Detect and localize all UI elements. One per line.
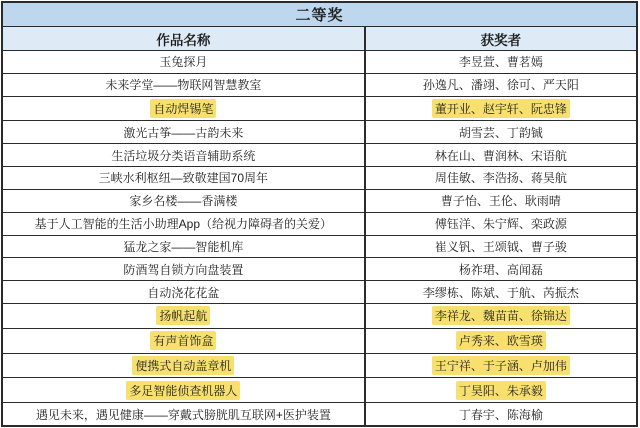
winners-cell xyxy=(366,167,636,189)
winners-cell xyxy=(366,144,636,166)
table-title xyxy=(3,3,636,27)
table-row xyxy=(3,236,636,259)
winners-text: 傅钰洋、朱宁辉、栾政源 xyxy=(434,217,567,232)
winners-cell xyxy=(366,74,636,96)
winners-cell xyxy=(366,329,636,353)
work-name-cell xyxy=(3,258,366,280)
work-name-text: 多足智能侦查机器人 xyxy=(126,381,240,400)
winners-cell xyxy=(366,121,636,143)
work-name-text: 猛龙之家——智能机库 xyxy=(123,239,244,254)
table-title-text: 二等奖 xyxy=(295,7,344,24)
work-name-cell xyxy=(3,74,366,96)
winners-text: 王宁祥、于子涵、卢加伟 xyxy=(432,356,570,375)
winners-text: 杨祚珺、高闻磊 xyxy=(458,262,543,277)
table-row xyxy=(3,329,636,354)
winners-cell xyxy=(366,304,636,328)
table-row xyxy=(3,354,636,379)
work-name-cell xyxy=(3,403,366,425)
table-row xyxy=(3,190,636,213)
work-name-cell xyxy=(3,281,366,303)
work-name-text: 防酒驾自锁方向盘装置 xyxy=(123,262,244,277)
work-name-cell xyxy=(3,378,366,402)
table-row xyxy=(3,167,636,190)
work-name-cell xyxy=(3,167,366,189)
work-name-text: 未来学堂——物联网智慧教室 xyxy=(105,78,262,93)
winners-text: 胡雪芸、丁韵铖 xyxy=(458,125,543,140)
winners-text: 李昱萱、曹茗嫣 xyxy=(458,55,543,70)
table-row xyxy=(3,213,636,236)
table-row xyxy=(3,403,636,425)
work-name-text: 激光古筝——古韵未来 xyxy=(123,125,244,140)
table-row xyxy=(3,51,636,74)
winners-cell xyxy=(366,378,636,402)
table-row xyxy=(3,144,636,167)
column-header-winners-text: 获奖者 xyxy=(480,32,522,48)
work-name-cell xyxy=(3,304,366,328)
work-name-text: 扬帆起航 xyxy=(156,306,210,325)
winners-text: 卢秀来、欧雪瑛 xyxy=(456,331,546,350)
table-header xyxy=(3,27,636,51)
work-name-cell xyxy=(3,354,366,378)
winners-text: 曹子怡、王伦、耿雨晴 xyxy=(440,194,561,209)
table-row xyxy=(3,281,636,304)
table-row xyxy=(3,304,636,329)
winners-cell xyxy=(366,97,636,121)
work-name-text: 自动焊锡笔 xyxy=(150,99,216,118)
work-name-text: 基于人工智能的生活小助理App（给视力障碍者的关爱） xyxy=(34,217,333,232)
winners-cell xyxy=(366,236,636,258)
work-name-cell xyxy=(3,236,366,258)
winners-text: 李祥龙、魏苗苗、徐锦达 xyxy=(432,306,570,325)
work-name-text: 家乡名楼——香满楼 xyxy=(129,194,238,209)
table-row xyxy=(3,378,636,403)
winners-text: 李缪栋、陈斌、于航、芮振杰 xyxy=(422,285,579,300)
work-name-cell xyxy=(3,329,366,353)
column-header-winners xyxy=(366,27,636,50)
work-name-text: 遇见未来，遇见健康——穿戴式膀胱肌互联网+医护装置 xyxy=(35,407,331,422)
winners-text: 周佳敏、李浩扬、蒋昊航 xyxy=(434,171,567,186)
work-name-cell xyxy=(3,51,366,73)
table-row xyxy=(3,121,636,144)
table-body xyxy=(3,51,636,425)
work-name-cell xyxy=(3,144,366,166)
work-name-cell xyxy=(3,121,366,143)
work-name-cell xyxy=(3,190,366,212)
work-name-text: 有声首饰盒 xyxy=(150,331,216,350)
winners-cell xyxy=(366,51,636,73)
awards-table xyxy=(1,1,638,427)
winners-cell xyxy=(366,403,636,425)
winners-cell xyxy=(366,190,636,212)
table-row xyxy=(3,258,636,281)
winners-text: 崔义钒、王颂钺、曹子骏 xyxy=(434,239,567,254)
column-header-work-text: 作品名称 xyxy=(156,32,211,48)
work-name-cell xyxy=(3,97,366,121)
winners-cell xyxy=(366,281,636,303)
work-name-text: 便携式自动盖章机 xyxy=(132,356,234,375)
column-header-work xyxy=(3,27,366,50)
work-name-text: 玉兔探月 xyxy=(159,55,208,70)
winners-text: 丁昊阳、朱承毅 xyxy=(456,381,546,400)
table-row xyxy=(3,97,636,122)
work-name-text: 自动浇花花盆 xyxy=(147,285,220,300)
table-row xyxy=(3,74,636,97)
winners-text: 董开业、赵宇轩、阮忠锋 xyxy=(432,99,570,118)
winners-cell xyxy=(366,354,636,378)
winners-text: 林在山、曹润林、宋语航 xyxy=(434,148,567,163)
winners-text: 孙逸凡、潘翊、徐可、严天阳 xyxy=(422,78,579,93)
work-name-text: 生活垃圾分类语音辅助系统 xyxy=(111,148,256,163)
work-name-text: 三峡水利枢纽—致敬建国70周年 xyxy=(98,171,269,186)
winners-cell xyxy=(366,258,636,280)
winners-cell xyxy=(366,213,636,235)
work-name-cell xyxy=(3,213,366,235)
winners-text: 丁春宇、陈海榆 xyxy=(458,407,543,422)
